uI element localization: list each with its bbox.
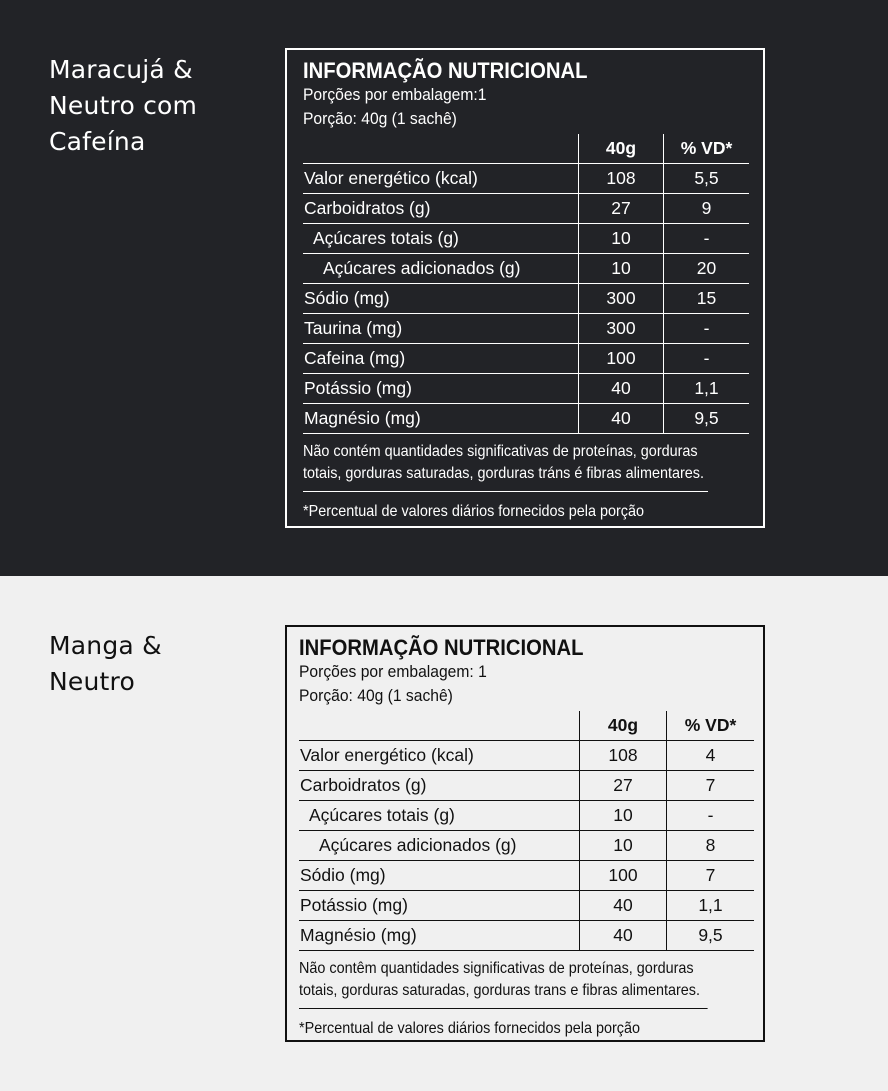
nutrient-name: Valor energético (kcal) (299, 741, 580, 771)
nutrient-vd: 15 (664, 284, 750, 314)
nutrient-amount: 100 (579, 344, 664, 374)
nutrient-amount: 300 (579, 314, 664, 344)
nutrient-vd: 7 (667, 771, 755, 801)
portion-size: Porção: 40g (1 sachê) (299, 686, 453, 705)
vd-footnote: *Percentual de valores diários fornecidos pela porção (299, 1020, 641, 1037)
nutrient-vd: 5,5 (664, 164, 750, 194)
table-row (303, 194, 749, 224)
nutrition-table (299, 711, 754, 951)
table-row (303, 404, 749, 434)
table-row (299, 861, 754, 891)
nutrient-amount: 10 (580, 801, 667, 831)
nutrient-amount: 40 (579, 374, 664, 404)
flavor-line: Cafeína (49, 127, 146, 156)
header-blank (303, 134, 579, 164)
section-manga (0, 576, 888, 1091)
nutrient-name: Cafeina (mg) (303, 344, 579, 374)
nutrient-vd: - (664, 224, 750, 254)
note-line: totais, gorduras saturadas, gorduras tráns é fibras alimentares. (303, 465, 705, 482)
nutrient-amount: 108 (579, 164, 664, 194)
nutrition-label (285, 48, 765, 528)
nutrient-name: Sódio (mg) (303, 284, 579, 314)
table-row (299, 801, 754, 831)
note-line: totais, gorduras saturadas, gorduras trans e fibras alimentares. (299, 982, 701, 999)
nutrient-vd: 9,5 (667, 921, 755, 951)
nutrient-amount: 40 (579, 404, 664, 434)
nutrient-vd: 8 (667, 831, 755, 861)
header-blank (299, 711, 580, 741)
nutrient-vd: - (667, 801, 755, 831)
table-row (303, 284, 749, 314)
flavor-title (49, 52, 197, 160)
table-row (299, 891, 754, 921)
table-row (303, 224, 749, 254)
table-row (303, 374, 749, 404)
nutrient-name: Carboidratos (g) (303, 194, 579, 224)
table-row (303, 254, 749, 284)
flavor-line: Maracujá & (49, 55, 193, 84)
table-row (303, 164, 749, 194)
nutrient-name: Potássio (mg) (303, 374, 579, 404)
nutrient-name: Açúcares totais (g) (303, 224, 579, 254)
nutrient-vd: - (664, 314, 750, 344)
nutrient-name: Potássio (mg) (299, 891, 580, 921)
nutrient-amount: 10 (579, 224, 664, 254)
nutrient-amount: 40 (580, 891, 667, 921)
flavor-line: Manga & (49, 631, 162, 660)
header-amount: 40g (579, 134, 664, 164)
portions-per-pack: Porções por embalagem:1 (303, 85, 487, 104)
nutrient-name: Magnésio (mg) (299, 921, 580, 951)
nutrient-amount: 27 (580, 771, 667, 801)
label-title: INFORMAÇÃO NUTRICIONAL (299, 635, 584, 660)
nutrition-note (303, 434, 708, 492)
table-header-row (299, 711, 754, 741)
vd-footnote: *Percentual de valores diários fornecidos pela porção (303, 503, 645, 520)
nutrient-name: Taurina (mg) (303, 314, 579, 344)
nutrient-name: Valor energético (kcal) (303, 164, 579, 194)
table-header-row (303, 134, 749, 164)
nutrient-name: Açúcares adicionados (g) (299, 831, 580, 861)
table-row (299, 921, 754, 951)
nutrient-vd: 7 (667, 861, 755, 891)
flavor-line: Neutro com (49, 91, 198, 120)
nutrient-vd: - (664, 344, 750, 374)
nutrition-note (299, 951, 708, 1009)
table-row (303, 344, 749, 374)
nutrient-amount: 108 (580, 741, 667, 771)
nutrition-label (285, 625, 765, 1042)
table-row (299, 741, 754, 771)
nutrient-amount: 10 (579, 254, 664, 284)
header-vd: % VD* (667, 711, 755, 741)
nutrient-name: Magnésio (mg) (303, 404, 579, 434)
nutrient-amount: 40 (580, 921, 667, 951)
portion-size: Porção: 40g (1 sachê) (303, 109, 457, 128)
nutrient-amount: 27 (579, 194, 664, 224)
nutrient-name: Açúcares adicionados (g) (303, 254, 579, 284)
nutrient-vd: 4 (667, 741, 755, 771)
note-line: Não contém quantidades significativas de proteínas, gorduras (303, 443, 698, 460)
nutrient-vd: 9 (664, 194, 750, 224)
note-line: Não contêm quantidades significativas de proteínas, gorduras (299, 960, 694, 977)
nutrient-vd: 1,1 (667, 891, 755, 921)
nutrient-name: Sódio (mg) (299, 861, 580, 891)
portions-per-pack: Porções por embalagem: 1 (299, 662, 487, 681)
nutrition-table (303, 134, 749, 434)
table-row (299, 771, 754, 801)
nutrient-amount: 100 (580, 861, 667, 891)
nutrient-amount: 10 (580, 831, 667, 861)
header-vd: % VD* (664, 134, 750, 164)
nutrient-vd: 20 (664, 254, 750, 284)
table-row (303, 314, 749, 344)
nutrient-vd: 1,1 (664, 374, 750, 404)
header-amount: 40g (580, 711, 667, 741)
nutrient-name: Carboidratos (g) (299, 771, 580, 801)
nutrient-vd: 9,5 (664, 404, 750, 434)
label-title: INFORMAÇÃO NUTRICIONAL (303, 58, 588, 83)
table-row (299, 831, 754, 861)
nutrient-amount: 300 (579, 284, 664, 314)
nutrient-name: Açúcares totais (g) (299, 801, 580, 831)
flavor-line: Neutro (49, 667, 135, 696)
flavor-title (49, 628, 162, 700)
